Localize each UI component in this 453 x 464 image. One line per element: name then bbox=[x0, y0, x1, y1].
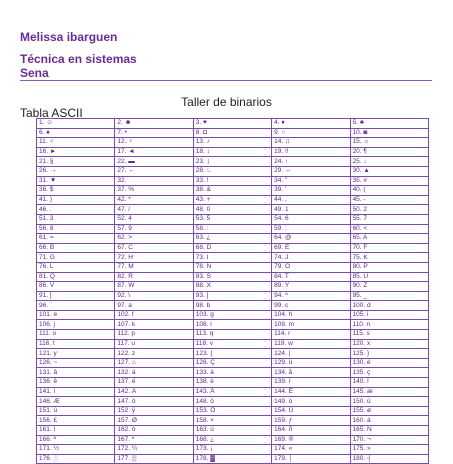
ascii-cell: 175. » bbox=[350, 445, 428, 455]
ascii-cell: 56. 8 bbox=[37, 224, 115, 234]
ascii-cell: 71. G bbox=[37, 253, 115, 263]
ascii-cell: 69. E bbox=[272, 243, 350, 253]
ascii-cell: 39. ' bbox=[272, 186, 350, 196]
table-row bbox=[37, 138, 429, 148]
table-row bbox=[37, 454, 429, 464]
table-row bbox=[37, 234, 429, 244]
table-row bbox=[37, 119, 429, 129]
ascii-cell: 108. l bbox=[193, 320, 271, 330]
ascii-cell: 3. ♥ bbox=[193, 119, 271, 129]
ascii-cell: 144. É bbox=[272, 387, 350, 397]
ascii-cell: 140. î bbox=[350, 378, 428, 388]
ascii-cell: 159. ƒ bbox=[272, 416, 350, 426]
ascii-cell: 83. S bbox=[193, 272, 271, 282]
ascii-cell: 127. ⌂ bbox=[115, 358, 193, 368]
ascii-cell: 64. @ bbox=[272, 234, 350, 244]
ascii-cell: 165. Ñ bbox=[350, 426, 428, 436]
ascii-cell: 142. Ä bbox=[115, 387, 193, 397]
ascii-cell: 94. ^ bbox=[272, 291, 350, 301]
ascii-cell: 53. 5 bbox=[193, 214, 271, 224]
ascii-cell: 58. : bbox=[193, 224, 271, 234]
ascii-cell: 128. Ç bbox=[193, 358, 271, 368]
ascii-cell: 79. O bbox=[272, 262, 350, 272]
table-title: Tabla ASCII bbox=[20, 106, 83, 120]
table-row bbox=[37, 330, 429, 340]
institution-line: Sena bbox=[20, 66, 49, 80]
table-row bbox=[37, 397, 429, 407]
ascii-cell: 7. • bbox=[115, 128, 193, 138]
ascii-cell: 135. ç bbox=[350, 368, 428, 378]
ascii-cell: 102. f bbox=[115, 310, 193, 320]
table-row bbox=[37, 435, 429, 445]
table-row bbox=[37, 282, 429, 292]
ascii-cell: 1. ☺ bbox=[37, 119, 115, 129]
ascii-cell: 173. ¡ bbox=[193, 445, 271, 455]
program-line: Técnica en sistemas bbox=[20, 52, 137, 66]
ascii-cell: 139. ï bbox=[272, 378, 350, 388]
table-row bbox=[37, 387, 429, 397]
table-row bbox=[37, 186, 429, 196]
ascii-cell: 72. H bbox=[115, 253, 193, 263]
ascii-table bbox=[36, 118, 429, 464]
ascii-cell: 174. « bbox=[272, 445, 350, 455]
ascii-cell: 31. ▼ bbox=[37, 176, 115, 186]
ascii-cell: 121. y bbox=[37, 349, 115, 359]
ascii-cell: 49. 1 bbox=[272, 205, 350, 215]
ascii-cell: 112. p bbox=[115, 330, 193, 340]
ascii-cell: 150. û bbox=[350, 397, 428, 407]
ascii-cell: 18. ↕ bbox=[193, 147, 271, 157]
ascii-cell: 29. ↔ bbox=[272, 166, 350, 176]
ascii-cell: 117. u bbox=[115, 339, 193, 349]
ascii-cell: 136. ê bbox=[37, 378, 115, 388]
ascii-cell: 36. $ bbox=[37, 186, 115, 196]
ascii-cell: 180. ┤ bbox=[350, 454, 428, 464]
ascii-cell: 25. ↓ bbox=[350, 157, 428, 167]
ascii-cell: 70. F bbox=[350, 243, 428, 253]
ascii-cell: 168. ¿ bbox=[193, 435, 271, 445]
ascii-cell: 41. ) bbox=[37, 195, 115, 205]
ascii-cell: 96. ` bbox=[37, 301, 115, 311]
table-row bbox=[37, 253, 429, 263]
ascii-cell: 143. Å bbox=[193, 387, 271, 397]
ascii-cell: 12. ♀ bbox=[115, 138, 193, 148]
ascii-cell: 100. d bbox=[350, 301, 428, 311]
table-row bbox=[37, 310, 429, 320]
ascii-cell: 148. ö bbox=[193, 397, 271, 407]
ascii-cell: 99. c bbox=[272, 301, 350, 311]
ascii-cell: 17. ◄ bbox=[115, 147, 193, 157]
ascii-cell: 86. V bbox=[37, 282, 115, 292]
ascii-cell: 35. # bbox=[350, 176, 428, 186]
ascii-cell: 84. T bbox=[272, 272, 350, 282]
ascii-cell: 90. Z bbox=[350, 282, 428, 292]
ascii-cell: 154. Ü bbox=[272, 406, 350, 416]
ascii-cell: 43. + bbox=[193, 195, 271, 205]
ascii-cell: 22. ▬ bbox=[115, 157, 193, 167]
ascii-cell: 153. Ö bbox=[193, 406, 271, 416]
table-row bbox=[37, 358, 429, 368]
ascii-cell: 171. ½ bbox=[37, 445, 115, 455]
table-row bbox=[37, 214, 429, 224]
ascii-cell: 37. % bbox=[115, 186, 193, 196]
table-row bbox=[37, 205, 429, 215]
ascii-cell: 167. º bbox=[115, 435, 193, 445]
ascii-cell: 131. â bbox=[37, 368, 115, 378]
ascii-cell: 166. ª bbox=[37, 435, 115, 445]
ascii-cell: 147. ô bbox=[115, 397, 193, 407]
ascii-cell: 78. N bbox=[193, 262, 271, 272]
ascii-cell: 91. [ bbox=[37, 291, 115, 301]
ascii-cell: 61. = bbox=[37, 234, 115, 244]
ascii-cell: 109. m bbox=[272, 320, 350, 330]
ascii-cell: 30. ▲ bbox=[350, 166, 428, 176]
ascii-cell: 27. ← bbox=[115, 166, 193, 176]
ascii-cell: 59. ; bbox=[272, 224, 350, 234]
table-row bbox=[37, 406, 429, 416]
ascii-cell: 138. è bbox=[193, 378, 271, 388]
ascii-cell: 107. k bbox=[115, 320, 193, 330]
table-row bbox=[37, 426, 429, 436]
table-row bbox=[37, 243, 429, 253]
ascii-cell: 155. ø bbox=[350, 406, 428, 416]
ascii-cell: 132. ä bbox=[115, 368, 193, 378]
ascii-cell: 157. Ø bbox=[115, 416, 193, 426]
ascii-cell: 6. ♠ bbox=[37, 128, 115, 138]
ascii-cell: 169. ® bbox=[272, 435, 350, 445]
ascii-cell: 87. W bbox=[115, 282, 193, 292]
ascii-cell: 23. ↨ bbox=[193, 157, 271, 167]
ascii-cell: 156. £ bbox=[37, 416, 115, 426]
ascii-cell: 120. x bbox=[350, 339, 428, 349]
ascii-cell: 122. z bbox=[115, 349, 193, 359]
table-row bbox=[37, 368, 429, 378]
ascii-cell: 110. n bbox=[350, 320, 428, 330]
table-row bbox=[37, 378, 429, 388]
ascii-cell: 62. > bbox=[115, 234, 193, 244]
ascii-cell: 89. Y bbox=[272, 282, 350, 292]
table-row bbox=[37, 291, 429, 301]
table-row bbox=[37, 157, 429, 167]
ascii-cell: 50. 2 bbox=[350, 205, 428, 215]
ascii-cell: 76. L bbox=[37, 262, 115, 272]
ascii-cell: 13. ♪ bbox=[193, 138, 271, 148]
ascii-cell: 133. à bbox=[193, 368, 271, 378]
ascii-cell: 130. é bbox=[350, 358, 428, 368]
ascii-cell: 97. a bbox=[115, 301, 193, 311]
ascii-cell: 126. ~ bbox=[37, 358, 115, 368]
ascii-cell: 116. t bbox=[37, 339, 115, 349]
ascii-cell: 104. h bbox=[272, 310, 350, 320]
ascii-cell: 21. § bbox=[37, 157, 115, 167]
ascii-cell: 42. * bbox=[115, 195, 193, 205]
document-title: Taller de binarios bbox=[181, 95, 272, 109]
ascii-cell: 74. J bbox=[272, 253, 350, 263]
ascii-cell: 119. w bbox=[272, 339, 350, 349]
ascii-cell: 124. | bbox=[272, 349, 350, 359]
ascii-cell: 19. ‼ bbox=[272, 147, 350, 157]
ascii-cell: 32. bbox=[115, 176, 193, 186]
ascii-cell: 82. R bbox=[115, 272, 193, 282]
ascii-cell: 129. ü bbox=[272, 358, 350, 368]
ascii-cell: 160. á bbox=[350, 416, 428, 426]
ascii-cell: 11. ♂ bbox=[37, 138, 115, 148]
ascii-cell: 179. │ bbox=[272, 454, 350, 464]
ascii-cell: 92. \ bbox=[115, 291, 193, 301]
ascii-cell: 162. ó bbox=[115, 426, 193, 436]
table-row bbox=[37, 262, 429, 272]
ascii-cell: 164. ñ bbox=[272, 426, 350, 436]
table-row bbox=[37, 301, 429, 311]
ascii-cell: 48. 0 bbox=[193, 205, 271, 215]
ascii-cell: 141. ì bbox=[37, 387, 115, 397]
ascii-cell: 38. & bbox=[193, 186, 271, 196]
ascii-cell: 44. , bbox=[272, 195, 350, 205]
ascii-cell: 9. ○ bbox=[272, 128, 350, 138]
ascii-cell: 111. o bbox=[37, 330, 115, 340]
ascii-cell: 52. 4 bbox=[115, 214, 193, 224]
ascii-cell: 63. ¿ bbox=[193, 234, 271, 244]
ascii-cell: 114. r bbox=[272, 330, 350, 340]
ascii-cell: 134. å bbox=[272, 368, 350, 378]
ascii-cell: 45. - bbox=[350, 195, 428, 205]
ascii-cell: 10. ◙ bbox=[350, 128, 428, 138]
table-row bbox=[37, 349, 429, 359]
ascii-cell: 93. ] bbox=[193, 291, 271, 301]
ascii-cell: 161. í bbox=[37, 426, 115, 436]
ascii-cell: 170. ¬ bbox=[350, 435, 428, 445]
table-row bbox=[37, 176, 429, 186]
ascii-cell: 60. < bbox=[350, 224, 428, 234]
table-row bbox=[37, 416, 429, 426]
table-row bbox=[37, 166, 429, 176]
ascii-cell: 24. ↑ bbox=[272, 157, 350, 167]
ascii-cell: 20. ¶ bbox=[350, 147, 428, 157]
ascii-cell: 46. . bbox=[37, 205, 115, 215]
ascii-cell: 73. I bbox=[193, 253, 271, 263]
table-row bbox=[37, 147, 429, 157]
ascii-cell: 137. ë bbox=[115, 378, 193, 388]
ascii-cell: 151. ù bbox=[37, 406, 115, 416]
author-name: Melissa ibarguen bbox=[20, 30, 118, 44]
ascii-cell: 15. ☼ bbox=[350, 138, 428, 148]
ascii-cell: 101. e bbox=[37, 310, 115, 320]
ascii-cell: 115. s bbox=[350, 330, 428, 340]
ascii-cell: 80. P bbox=[350, 262, 428, 272]
ascii-cell: 118. v bbox=[193, 339, 271, 349]
ascii-cell: 75. K bbox=[350, 253, 428, 263]
ascii-cell: 95. _ bbox=[350, 291, 428, 301]
ascii-cell: 5. ♣ bbox=[350, 119, 428, 129]
ascii-cell: 177. ▒ bbox=[115, 454, 193, 464]
ascii-cell: 88. X bbox=[193, 282, 271, 292]
ascii-cell: 178. ▓ bbox=[193, 454, 271, 464]
ascii-cell: 85. U bbox=[350, 272, 428, 282]
header-divider bbox=[20, 80, 432, 81]
ascii-cell: 40. ( bbox=[350, 186, 428, 196]
table-row bbox=[37, 195, 429, 205]
ascii-cell: 158. × bbox=[193, 416, 271, 426]
ascii-cell: 26. → bbox=[37, 166, 115, 176]
ascii-cell: 125. } bbox=[350, 349, 428, 359]
ascii-cell: 77. M bbox=[115, 262, 193, 272]
ascii-cell: 54. 6 bbox=[272, 214, 350, 224]
ascii-cell: 113. q bbox=[193, 330, 271, 340]
table-row bbox=[37, 272, 429, 282]
ascii-cell: 47. / bbox=[115, 205, 193, 215]
ascii-cell: 81. Q bbox=[37, 272, 115, 282]
ascii-cell: 16. ► bbox=[37, 147, 115, 157]
ascii-cell: 33. ! bbox=[193, 176, 271, 186]
ascii-cell: 106. j bbox=[37, 320, 115, 330]
ascii-cell: 176. ░ bbox=[37, 454, 115, 464]
ascii-cell: 172. ¼ bbox=[115, 445, 193, 455]
ascii-cell: 103. g bbox=[193, 310, 271, 320]
ascii-cell: 2. ☻ bbox=[115, 119, 193, 129]
ascii-cell: 4. ♦ bbox=[272, 119, 350, 129]
ascii-cell: 55. 7 bbox=[350, 214, 428, 224]
ascii-cell: 8. ◘ bbox=[193, 128, 271, 138]
ascii-cell: 149. ò bbox=[272, 397, 350, 407]
ascii-cell: 123. { bbox=[193, 349, 271, 359]
table-row bbox=[37, 320, 429, 330]
table-row bbox=[37, 339, 429, 349]
table-row bbox=[37, 224, 429, 234]
ascii-cell: 34. " bbox=[272, 176, 350, 186]
author-info bbox=[20, 52, 137, 80]
table-row bbox=[37, 128, 429, 138]
ascii-cell: 65. A bbox=[350, 234, 428, 244]
ascii-cell: 68. D bbox=[193, 243, 271, 253]
ascii-cell: 28. ∟ bbox=[193, 166, 271, 176]
ascii-cell: 152. ÿ bbox=[115, 406, 193, 416]
ascii-cell: 14. ♫ bbox=[272, 138, 350, 148]
ascii-cell: 146. Æ bbox=[37, 397, 115, 407]
ascii-cell: 98. b bbox=[193, 301, 271, 311]
ascii-cell: 66. B bbox=[37, 243, 115, 253]
ascii-cell: 51. 3 bbox=[37, 214, 115, 224]
ascii-cell: 163. ú bbox=[193, 426, 271, 436]
ascii-cell: 67. C bbox=[115, 243, 193, 253]
ascii-cell: 105. i bbox=[350, 310, 428, 320]
ascii-cell: 57. 9 bbox=[115, 224, 193, 234]
ascii-cell: 145. æ bbox=[350, 387, 428, 397]
